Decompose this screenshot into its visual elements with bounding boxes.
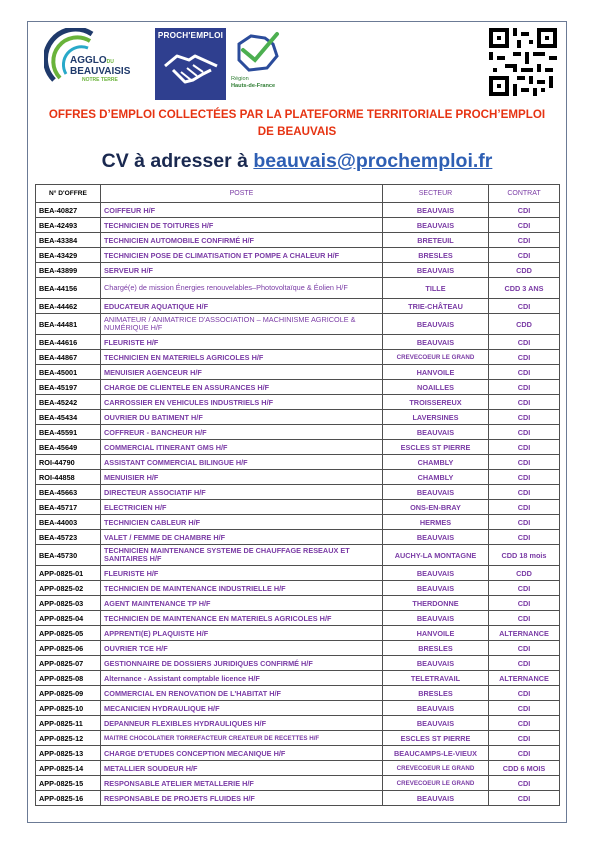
poste-cell: AGENT MAINTENANCE TP H/F [101,596,383,611]
poste-cell: DIRECTEUR ASSOCIATIF H/F [101,485,383,500]
contrat-cell: CDD 18 mois [489,545,560,566]
secteur-cell: BEAUVAIS [383,566,489,581]
table-row [36,581,560,596]
contrat-cell: CDI [489,218,560,233]
secteur-cell: BEAUVAIS [383,314,489,335]
proch-emploi-logo [155,28,226,100]
poste-cell: TECHNICIEN DE TOITURES H/F [101,218,383,233]
table-row [36,746,560,761]
contrat-cell: CDI [489,656,560,671]
offer-number-cell: BEA-40827 [36,203,101,218]
secteur-cell: CHAMBLY [383,455,489,470]
poste-cell: TECHNICIEN DE MAINTENANCE INDUSTRIELLE H/F [101,581,383,596]
offer-number-cell: APP-0825-09 [36,686,101,701]
agglo-line1: AGGLO [70,55,107,66]
contrat-cell: CDI [489,350,560,365]
table-row [36,470,560,485]
poste-cell: OUVRIER DU BATIMENT H/F [101,410,383,425]
table-row [36,656,560,671]
contrat-cell: ALTERNANCE [489,626,560,641]
offer-number-cell: APP-0825-15 [36,776,101,791]
secteur-cell: BRESLES [383,641,489,656]
secteur-cell: CREVECOEUR LE GRAND [383,350,489,365]
secteur-cell: BEAUVAIS [383,485,489,500]
poste-cell: TECHNICIEN EN MATERIELS AGRICOLES H/F [101,350,383,365]
offer-number-cell: BEA-44156 [36,278,101,299]
contrat-cell: CDI [489,203,560,218]
contrat-cell: CDI [489,455,560,470]
page-title: OFFRES D’EMPLOI COLLECTÉES PAR LA PLATEFORME TERRITORIALE PROCH’EMPLOI DE BEAUVAIS [48,108,546,138]
job-offers-table [35,184,560,806]
poste-cell: COIFFEUR H/F [101,203,383,218]
offer-number-cell: BEA-44462 [36,299,101,314]
table-row [36,500,560,515]
contrat-cell: CDI [489,299,560,314]
offer-number-cell: APP-0825-07 [36,656,101,671]
contrat-cell: CDI [489,440,560,455]
secteur-cell: TELETRAVAIL [383,671,489,686]
poste-cell: TECHNICIEN MAINTENANCE SYSTEME DE CHAUFFAGE RESEAUX ET SANITAIRES H/F [101,545,383,566]
offer-number-cell: APP-0825-01 [36,566,101,581]
qr-code [489,28,557,96]
table-row [36,731,560,746]
offer-number-cell: APP-0825-04 [36,611,101,626]
secteur-cell: BEAUVAIS [383,791,489,806]
poste-cell: COMMERCIAL ITINERANT GMS H/F [101,440,383,455]
contrat-cell: CDI [489,248,560,263]
secteur-cell: ESCLES ST PIERRE [383,731,489,746]
contrat-cell: CDI [489,410,560,425]
offer-number-cell: BEA-42493 [36,218,101,233]
secteur-cell: BEAUCAMPS-LE-VIEUX [383,746,489,761]
contrat-cell: CDI [489,641,560,656]
offer-number-cell: BEA-45591 [36,425,101,440]
secteur-cell: HANVOILE [383,365,489,380]
proch-emploi-label: PROCH'EMPLOI [157,31,224,40]
agglo-line3: NOTRE TERRE [82,77,118,83]
secteur-cell: THERDONNE [383,596,489,611]
table-row [36,395,560,410]
secteur-cell: AUCHY-LA MONTAGNE [383,545,489,566]
poste-cell: MAITRE CHOCOLATIER TORREFACTEUR CREATEUR DE RECETTES H/F [101,731,383,746]
contrat-cell: CDI [489,485,560,500]
contrat-cell: CDD [489,314,560,335]
offer-number-cell: APP-0825-13 [36,746,101,761]
contrat-cell: CDI [489,791,560,806]
table-header-row [36,185,560,203]
contrat-cell: ALTERNANCE [489,671,560,686]
table-row [36,641,560,656]
secteur-cell: BEAUVAIS [383,335,489,350]
contrat-cell: CDI [489,581,560,596]
poste-cell: MENUISIER H/F [101,470,383,485]
agglo-of: DU [106,59,114,65]
offer-number-cell: APP-0825-11 [36,716,101,731]
offer-number-cell: APP-0825-10 [36,701,101,716]
secteur-cell: LAVERSINES [383,410,489,425]
header-offer-number: N° D'OFFRE [36,185,101,203]
offer-number-cell: APP-0825-02 [36,581,101,596]
contrat-cell: CDI [489,500,560,515]
secteur-cell: TRIE-CHÂTEAU [383,299,489,314]
handshake-icon [163,46,219,92]
offer-number-cell: BEA-45717 [36,500,101,515]
secteur-cell: CREVECOEUR LE GRAND [383,761,489,776]
contrat-cell: CDI [489,731,560,746]
table-row [36,611,560,626]
contrat-cell: CDI [489,335,560,350]
offer-number-cell: BEA-44481 [36,314,101,335]
logo-header [28,22,566,102]
table-row [36,425,560,440]
table-row [36,626,560,641]
poste-cell: DEPANNEUR FLEXIBLES HYDRAULIQUES H/F [101,716,383,731]
offer-number-cell: APP-0825-03 [36,596,101,611]
offer-number-cell: BEA-43429 [36,248,101,263]
poste-cell: ANIMATEUR / ANIMATRICE D'ASSOCIATION – MACHINISME AGRICOLE & NUMÉRIQUE H/F [101,314,383,335]
table-row [36,440,560,455]
table-row [36,248,560,263]
poste-cell: TECHNICIEN POSE DE CLIMATISATION ET POMPE A CHALEUR H/F [101,248,383,263]
contrat-cell: CDD 3 ANS [489,278,560,299]
cv-address-line [28,150,566,173]
contrat-cell: CDI [489,776,560,791]
contrat-cell: CDI [489,611,560,626]
header-contrat: CONTRAT [489,185,560,203]
offer-number-cell: APP-0825-14 [36,761,101,776]
poste-cell: SERVEUR H/F [101,263,383,278]
secteur-cell: TILLE [383,278,489,299]
table-row [36,776,560,791]
poste-cell: MENUISIER AGENCEUR H/F [101,365,383,380]
poste-cell: CHARGE D'ETUDES CONCEPTION MECANIQUE H/F [101,746,383,761]
secteur-cell: TROISSEREUX [383,395,489,410]
poste-cell: APPRENTI(E) PLAQUISTE H/F [101,626,383,641]
table-row [36,314,560,335]
secteur-cell: BEAUVAIS [383,203,489,218]
table-row [36,365,560,380]
poste-cell: TECHNICIEN AUTOMOBILE CONFIRMÉ H/F [101,233,383,248]
poste-cell: EDUCATEUR AQUATIQUE H/F [101,299,383,314]
secteur-cell: BEAUVAIS [383,425,489,440]
cv-prefix: CV à adresser à [101,150,254,172]
table-row [36,701,560,716]
contrat-cell: CDD [489,566,560,581]
secteur-cell: BEAUVAIS [383,530,489,545]
offer-number-cell: BEA-45730 [36,545,101,566]
poste-cell: ELECTRICIEN H/F [101,500,383,515]
table-row [36,278,560,299]
agglo-line2: BEAUVAISIS [70,66,131,77]
secteur-cell: ESCLES ST PIERRE [383,440,489,455]
table-row [36,761,560,776]
table-row [36,335,560,350]
poste-cell: Alternance - Assistant comptable licence H/F [101,671,383,686]
secteur-cell: BEAUVAIS [383,263,489,278]
offer-number-cell: APP-0825-12 [36,731,101,746]
offer-number-cell: ROI-44858 [36,470,101,485]
secteur-cell: BEAUVAIS [383,218,489,233]
secteur-cell: CREVECOEUR LE GRAND [383,776,489,791]
poste-cell: Chargé(e) de mission Énergies renouvelables–Photovoltaïque & Éolien H/F [101,278,383,299]
secteur-cell: CHAMBLY [383,470,489,485]
table-row [36,545,560,566]
secteur-cell: BEAUVAIS [383,656,489,671]
contrat-cell: CDD 6 MOIS [489,761,560,776]
secteur-cell: BEAUVAIS [383,716,489,731]
offer-number-cell: BEA-45001 [36,365,101,380]
contrat-cell: CDD [489,263,560,278]
table-row [36,596,560,611]
contrat-cell: CDI [489,380,560,395]
contrat-cell: CDI [489,395,560,410]
region-line2: Hauts-de-France [231,82,276,89]
agglo-beauvaisis-logo [44,28,140,94]
table-row [36,299,560,314]
poste-cell: RESPONSABLE ATELIER METALLERIE H/F [101,776,383,791]
offer-number-cell: APP-0825-16 [36,791,101,806]
secteur-cell: BRETEUIL [383,233,489,248]
poste-cell: TECHNICIEN CABLEUR H/F [101,515,383,530]
secteur-cell: BRESLES [383,248,489,263]
secteur-cell: BEAUVAIS [383,611,489,626]
table-row [36,380,560,395]
table-row [36,410,560,425]
table-row [36,686,560,701]
poste-cell: COFFREUR - BANCHEUR H/F [101,425,383,440]
offer-number-cell: BEA-45242 [36,395,101,410]
poste-cell: FLEURISTE H/F [101,335,383,350]
table-row [36,233,560,248]
poste-cell: CHARGE DE CLIENTELE EN ASSURANCES H/F [101,380,383,395]
poste-cell: COMMERCIAL EN RENOVATION DE L'HABITAT H/F [101,686,383,701]
table-row [36,515,560,530]
poste-cell: OUVRIER TCE H/F [101,641,383,656]
table-row [36,218,560,233]
poste-cell: TECHNICIEN DE MAINTENANCE EN MATERIELS AGRICOLES H/F [101,611,383,626]
contrat-cell: CDI [489,686,560,701]
contrat-cell: CDI [489,470,560,485]
secteur-cell: BEAUVAIS [383,701,489,716]
poste-cell: FLEURISTE H/F [101,566,383,581]
region-hauts-de-france-logo [231,30,291,96]
header-poste: POSTE [101,185,383,203]
offer-number-cell: BEA-45434 [36,410,101,425]
offer-number-cell: BEA-45723 [36,530,101,545]
cv-email-link[interactable]: beauvais@prochemploi.fr [253,150,493,172]
table-row [36,716,560,731]
secteur-cell: BRESLES [383,686,489,701]
table-row [36,530,560,545]
offer-number-cell: APP-0825-05 [36,626,101,641]
offer-number-cell: APP-0825-08 [36,671,101,686]
table-row [36,350,560,365]
contrat-cell: CDI [489,746,560,761]
table-row [36,203,560,218]
contrat-cell: CDI [489,716,560,731]
poste-cell: CARROSSIER EN VEHICULES INDUSTRIELS H/F [101,395,383,410]
offer-number-cell: BEA-44867 [36,350,101,365]
poste-cell: RESPONSABLE DE PROJETS FLUIDES H/F [101,791,383,806]
offer-number-cell: APP-0825-06 [36,641,101,656]
table-row [36,791,560,806]
table-row [36,671,560,686]
poste-cell: VALET / FEMME DE CHAMBRE H/F [101,530,383,545]
offer-number-cell: BEA-45649 [36,440,101,455]
contrat-cell: CDI [489,233,560,248]
secteur-cell: ONS-EN-BRAY [383,500,489,515]
offer-number-cell: BEA-44616 [36,335,101,350]
poste-cell: MECANICIEN HYDRAULIQUE H/F [101,701,383,716]
table-row [36,455,560,470]
contrat-cell: CDI [489,596,560,611]
contrat-cell: CDI [489,365,560,380]
table-row [36,485,560,500]
table-row [36,566,560,581]
header-secteur: SECTEUR [383,185,489,203]
region-line1: Région [231,76,249,82]
contrat-cell: CDI [489,515,560,530]
offer-number-cell: BEA-43384 [36,233,101,248]
secteur-cell: NOAILLES [383,380,489,395]
poste-cell: GESTIONNAIRE DE DOSSIERS JURIDIQUES CONFIRMÉ H/F [101,656,383,671]
offer-number-cell: BEA-43899 [36,263,101,278]
offer-number-cell: BEA-44003 [36,515,101,530]
poste-cell: METALLIER SOUDEUR H/F [101,761,383,776]
contrat-cell: CDI [489,425,560,440]
secteur-cell: BEAUVAIS [383,581,489,596]
region-map-icon [231,30,283,74]
secteur-cell: HERMES [383,515,489,530]
contrat-cell: CDI [489,701,560,716]
poste-cell: ASSISTANT COMMERCIAL BILINGUE H/F [101,455,383,470]
offer-number-cell: BEA-45663 [36,485,101,500]
table-row [36,263,560,278]
contrat-cell: CDI [489,530,560,545]
offer-number-cell: BEA-45197 [36,380,101,395]
offer-number-cell: ROI-44790 [36,455,101,470]
secteur-cell: HANVOILE [383,626,489,641]
